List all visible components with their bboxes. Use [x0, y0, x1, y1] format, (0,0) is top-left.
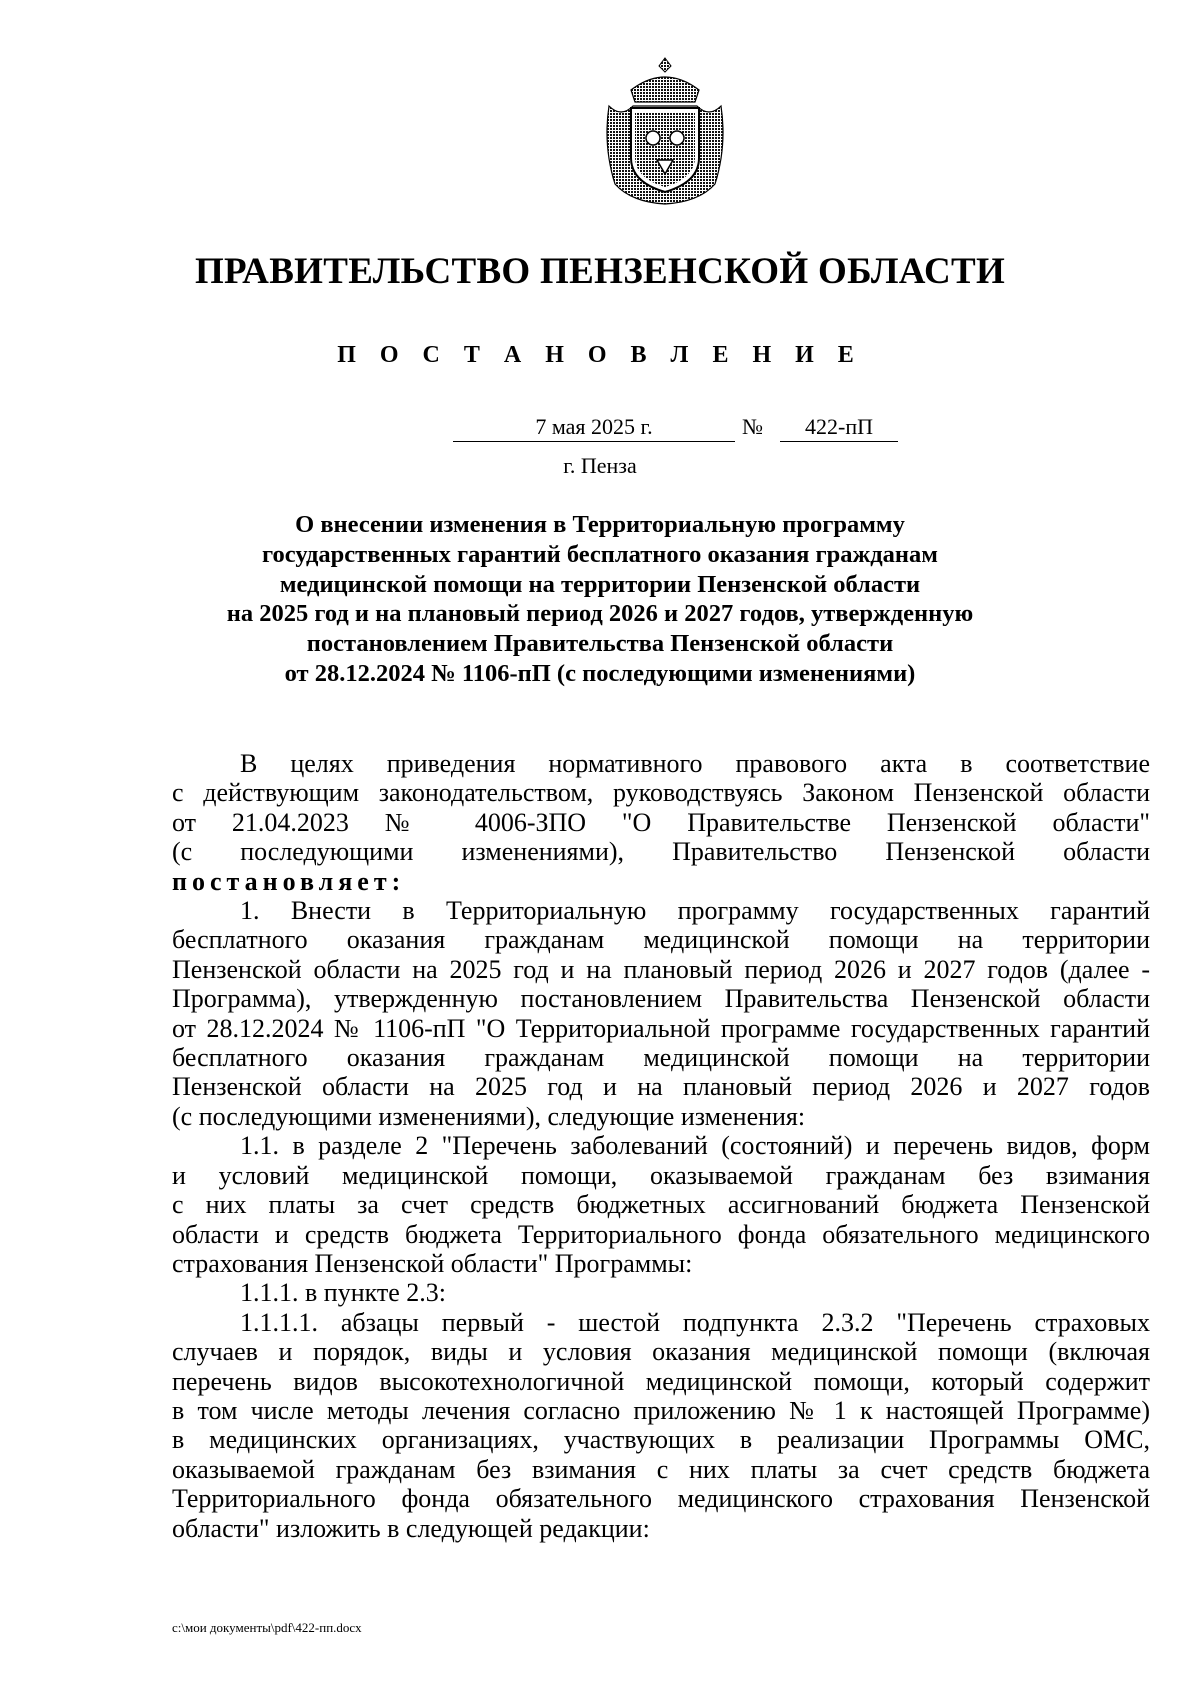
- paragraph-preamble: [172, 749, 1150, 896]
- text-line: Пензенской области на 2025 год и на плановый период 2026 и 2027 годов (далее -: [172, 954, 1150, 984]
- paragraph-item-1-1: [172, 1131, 1150, 1278]
- text-line: в медицинских организациях, участвующих в реализации Программы ОМС,: [172, 1425, 1150, 1455]
- text-line: от 21.04.2023 № 4006-ЗПО "О Правительстве Пензенской области": [172, 807, 1150, 837]
- document-number: 422-пП: [780, 414, 898, 442]
- text-line: Территориального фонда обязательного медицинского страхования Пензенской: [172, 1484, 1150, 1514]
- paragraph-item-1-1-1-1: [172, 1308, 1150, 1543]
- subject-line: медицинской помощи на территории Пензенской области: [279, 570, 921, 598]
- document-type: П О С Т А Н О В Л Е Н И Е: [337, 342, 863, 368]
- coat-of-arms-icon: [601, 56, 729, 206]
- subject-line: постановлением Правительства Пензенской области: [306, 630, 894, 658]
- document-subject: [0, 510, 1200, 689]
- text-line: области и средств бюджета Территориального фонда обязательного медицинского: [172, 1219, 1150, 1249]
- text-line: 1. Внести в Территориальную программу государственных гарантий: [240, 896, 1150, 926]
- subject-line: государственных гарантий бесплатного оказания гражданам: [262, 540, 938, 568]
- text-line: Программа), утвержденную постановлением Правительства Пензенской области: [172, 984, 1150, 1014]
- text-line: в том числе методы лечения согласно приложению № 1 к настоящей Программе): [172, 1395, 1150, 1425]
- document-date: 7 мая 2025 г.: [453, 414, 735, 442]
- file-path-footer: c:\мои документы\pdf\422-пп.docx: [172, 1620, 362, 1635]
- paragraph-item-1: [172, 896, 1150, 1131]
- text-line: бесплатного оказания гражданам медицинской помощи на территории: [172, 1043, 1150, 1073]
- text-line: с действующим законодательством, руководствуясь Законом Пензенской области: [172, 778, 1150, 808]
- text-line: и условий медицинской помощи, оказываемой гражданам без взимания: [172, 1160, 1150, 1190]
- text-line: страхования Пензенской области" Программы:: [172, 1248, 693, 1278]
- text-line: 1.1. в разделе 2 "Перечень заболеваний (состояний) и перечень видов, форм: [240, 1131, 1150, 1161]
- text-line: 1.1.1.1. абзацы первый - шестой подпункта 2.3.2 "Перечень страховых: [240, 1307, 1150, 1337]
- subject-line: на 2025 год и на плановый период 2026 и 2027 годов, утвержденную: [226, 600, 974, 628]
- subject-line: от 28.12.2024 № 1106-пП (с последующими изменениями): [284, 659, 916, 687]
- text-line: оказываемой гражданам без взимания с них платы за счет средств бюджета: [172, 1454, 1150, 1484]
- text-line: перечень видов высокотехнологичной медицинской помощи, который содержит: [172, 1366, 1150, 1396]
- text-line: бесплатного оказания гражданам медицинской помощи на территории: [172, 925, 1150, 955]
- subject-line: О внесении изменения в Территориальную программу: [295, 511, 905, 538]
- decree-word: постановляет:: [172, 866, 406, 896]
- government-title: ПРАВИТЕЛЬСТВО ПЕНЗЕНСКОЙ ОБЛАСТИ: [194, 251, 1006, 292]
- text-line: В целях приведения нормативного правового акта в соответствие: [240, 749, 1150, 778]
- text-line: с них платы за счет средств бюджетных ассигнований бюджета Пензенской: [172, 1190, 1150, 1220]
- text-line: (с последующими изменениями), следующие изменения:: [172, 1101, 806, 1131]
- text-line: от 28.12.2024 № 1106-пП "О Территориальной программе государственных гарантий: [172, 1013, 1150, 1043]
- paragraph-item-1-1-1: 1.1.1. в пункте 2.3:: [240, 1278, 447, 1308]
- text-line: Пензенской области на 2025 год и на плановый период 2026 и 2027 годов: [172, 1072, 1150, 1102]
- document-body: [172, 749, 1150, 1543]
- text-line: области" изложить в следующей редакции:: [172, 1513, 650, 1543]
- document-city: г. Пенза: [563, 453, 637, 478]
- text-line: (с последующими изменениями), Правительство Пензенской области: [172, 837, 1150, 867]
- number-sign: №: [742, 414, 763, 439]
- text-line: случаев и порядок, виды и условия оказания медицинской помощи (включая: [172, 1337, 1150, 1367]
